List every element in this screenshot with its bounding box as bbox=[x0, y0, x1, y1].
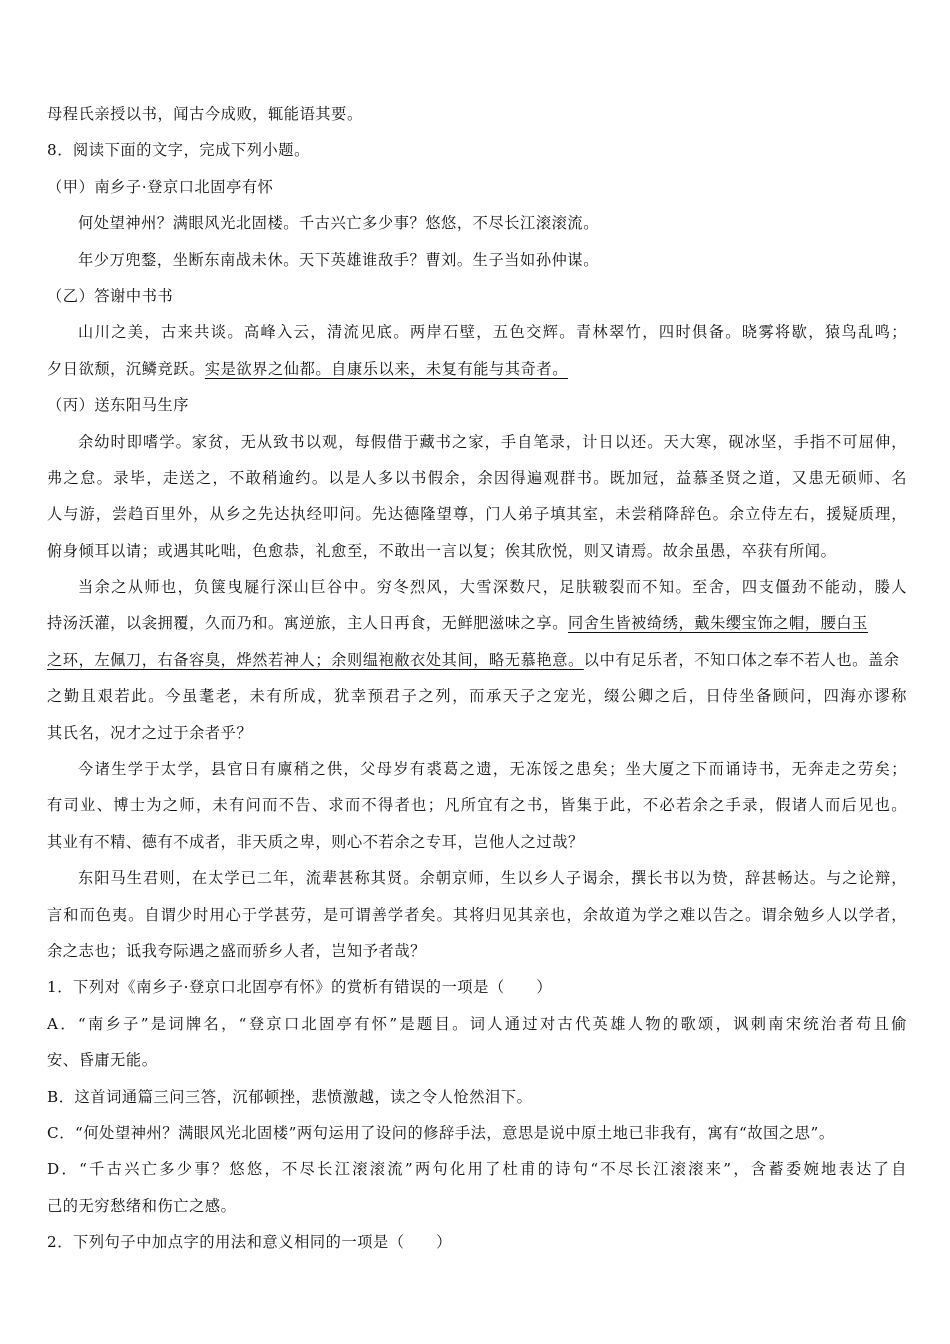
text-line bbox=[47, 605, 907, 641]
text-line: 今诸生学于太学，县官日有廪稍之供，父母岁有裘葛之遗，无冻馁之患矣；坐大厦之下而诵诗书，无奔走之劳矣； bbox=[78, 760, 907, 779]
underlined-segment: 同舍生皆被绮绣，戴朱缨宝饰之帽，腰白玉 bbox=[568, 614, 868, 633]
text-line: 母程氏亲授以书，闻古今成败，辄能语其要。 bbox=[47, 105, 363, 123]
sub-question-2: 2．下列句子中加点字的用法和意义相同的一项是（ ） bbox=[47, 1233, 452, 1252]
text-line: 之勤且艰若此。今虽耄老，未有所成，犹幸预君子之列，而承天子之宠光，缀公卿之后，日侍坐备顾问，四海亦谬称 bbox=[47, 687, 907, 706]
poem-line: 年少万兜鍪，坐断东南战未休。天下英雄谁敌手？曹刘。生子当如孙仲谋。 bbox=[78, 250, 599, 269]
text-segment: 夕日欲颓，沉鳞竞跃。 bbox=[47, 359, 205, 378]
text-line: 东阳马生君则，在太学已二年，流辈甚称其贤。余朝京师，生以乡人子谒余，撰长书以为贽，辞甚畅达。与之论辩， bbox=[78, 869, 907, 888]
option-d: D．“千古兴亡多少事？悠悠，不尽长江滚滚流”两句化用了杜甫的诗句“不尽长江滚滚来”，含蓄委婉地表达了自 bbox=[47, 1160, 907, 1179]
section-title-yi: （乙）答谢中书书 bbox=[47, 286, 174, 305]
text-line: 其业有不精、德有不成者，非天质之卑，则心不若余之专耳，岂他人之过哉？ bbox=[47, 832, 584, 851]
text-line: 俯身倾耳以请；或遇其叱咄，色愈恭，礼愈至，不敢出一言以复；俟其欣悦，则又请焉。故余虽愚，卒获有所闻。 bbox=[47, 541, 837, 560]
text-line bbox=[47, 351, 907, 387]
text-line: 当余之从师也，负箧曳屣行深山巨谷中。穷冬烈风，大雪深数尺，足肤皲裂而不知。至舍，四支僵劲不能动，媵人 bbox=[78, 578, 907, 597]
text-line: 言和而色夷。自谓少时用心于学甚劳，是可谓善学者矣。其将归见其亲也，余故道为学之难以告之。谓余勉乡人以学者， bbox=[47, 905, 907, 924]
text-line bbox=[47, 642, 907, 678]
text-line: 弗之怠。录毕，走送之，不敢稍逾约。以是人多以书假余，余因得遍观群书。既加冠，益慕圣贤之道，又患无硕师、名 bbox=[47, 468, 907, 487]
text-line: 山川之美，古来共谈。高峰入云，清流见底。两岸石壁，五色交辉。青林翠竹，四时俱备。晓雾将歇，猿鸟乱鸣； bbox=[78, 323, 907, 342]
section-title-bing: （丙）送东阳马生序 bbox=[47, 396, 190, 415]
text-line: 有司业、博士为之师，未有问而不告、求而不得者也；凡所宜有之书，皆集于此，不必若余之手录，假诸人而后见也。 bbox=[47, 796, 907, 815]
option-a-continued: 安、昏庸无能。 bbox=[47, 1051, 158, 1070]
text-line: 人与游，尝趋百里外，从乡之先达执经叩问。先达德隆望尊，门人弟子填其室，未尝稍降辞色。余立侍左右，援疑质理， bbox=[47, 505, 907, 524]
option-a: A．“南乡子”是词牌名，“登京口北固亭有怀”是题目。词人通过对古代英雄人物的歌颂，讽刺南宋统治者苟且偷 bbox=[47, 1014, 907, 1033]
option-c: C．“何处望神州？满眼风光北固楼”两句运用了设问的修辞手法，意思是说中原土地已非我有，寓有“故国之思”。 bbox=[47, 1123, 835, 1142]
option-d-continued: 己的无穷愁绪和伤亡之感。 bbox=[47, 1196, 237, 1215]
poem-line: 何处望神州？满眼风光北固楼。千古兴亡多少事？悠悠，不尽长江滚滚流。 bbox=[78, 214, 599, 233]
underlined-segment: 之环，左佩刀，右备容臭，烨然若神人；余则缊袍敝衣处其间，略无慕艳意。 bbox=[47, 650, 584, 669]
question-heading: 8．阅读下面的文字，完成下列小题。 bbox=[47, 141, 310, 160]
text-segment: 持汤沃灌，以衾拥覆，久而乃和。寓逆旅，主人日再食，无鲜肥滋味之享。 bbox=[47, 614, 568, 633]
text-line: 余幼时即嗜学。家贫，无从致书以观，每假借于藏书之家，手自笔录，计日以还。天大寒，砚冰坚，手指不可屈伸， bbox=[78, 432, 907, 451]
text-segment: 以中有足乐者，不知口体之奉不若人也。盖余 bbox=[583, 650, 900, 669]
text-line: 其氏名，况才之过于余者乎？ bbox=[47, 723, 253, 742]
document-page bbox=[47, 96, 907, 1261]
text-line: 余之志也；诋我夸际遇之盛而骄乡人者，岂知予者哉？ bbox=[47, 941, 426, 960]
sub-question-1: 1．下列对《南乡子·登京口北固亭有怀》的赏析有错误的一项是（ ） bbox=[47, 978, 553, 997]
section-title-jia: （甲）南乡子·登京口北固亭有怀 bbox=[47, 177, 274, 196]
option-b: B．这首词通篇三问三答，沉郁顿挫，悲愤激越，读之令人怆然泪下。 bbox=[47, 1087, 533, 1106]
underlined-segment: 实是欲界之仙都。自康乐以来，未复有能与其奇者。 bbox=[204, 359, 568, 378]
